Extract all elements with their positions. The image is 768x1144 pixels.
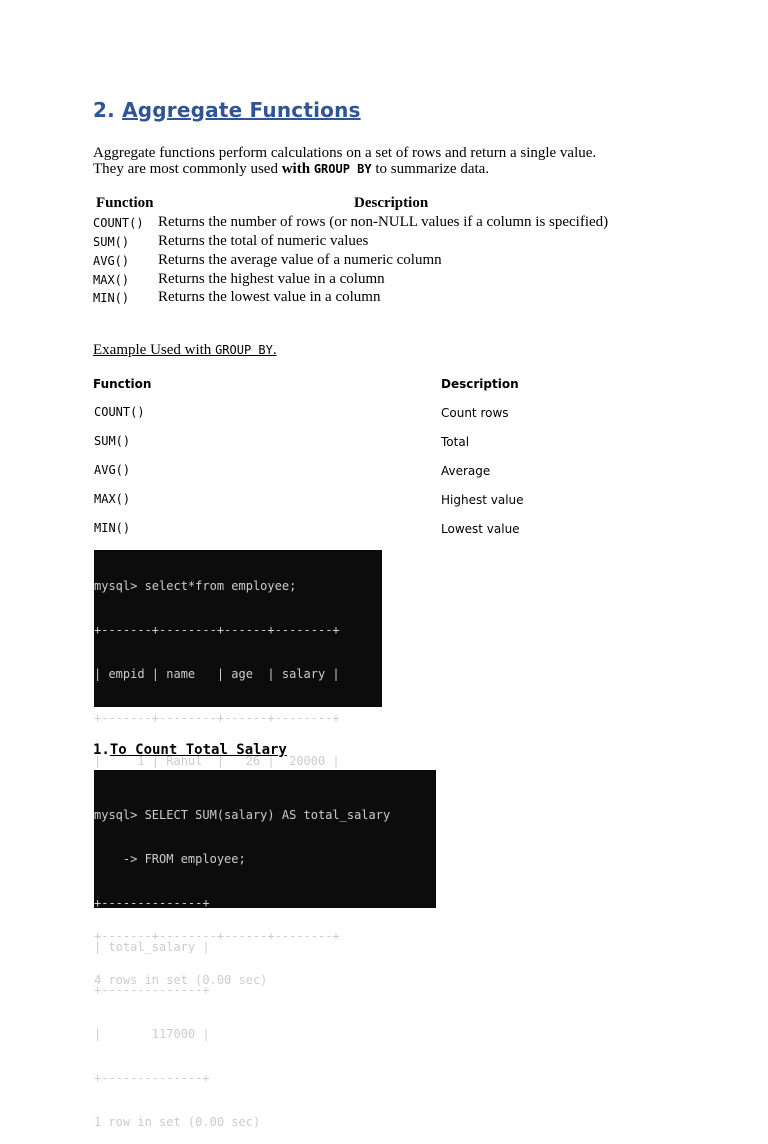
table1-desc: Returns the average value of a numeric column	[158, 252, 442, 268]
terminal-line: +--------------+	[94, 983, 210, 998]
section-heading	[93, 742, 287, 758]
terminal-line: | 117000 |	[94, 1027, 210, 1042]
terminal-line: | empid | name | age | salary |	[94, 666, 340, 681]
table1-desc: Returns the number of rows (or non-NULL values if a column is specified)	[158, 214, 609, 230]
example-post: .	[272, 342, 277, 358]
table1-fn: SUM()	[93, 235, 130, 249]
table1-desc: Returns the highest value in a column	[158, 271, 385, 287]
terminal-line: +--------------+	[94, 895, 210, 910]
intro-line-2-post: to summarize data.	[371, 161, 490, 177]
page-title	[93, 98, 361, 122]
table2-header-function: Function	[93, 377, 152, 391]
table2-desc: Lowest value	[441, 522, 520, 536]
table2-desc: Average	[441, 464, 491, 478]
terminal-line: +--------------+	[94, 1070, 210, 1085]
terminal-line: +-------+--------+------+--------+	[94, 622, 340, 637]
intro-line-2-pre: They are most commonly used	[93, 161, 282, 177]
heading-link[interactable]: Aggregate Functions	[122, 98, 361, 122]
heading-number: 2.	[93, 98, 115, 122]
table2-desc: Count rows	[441, 406, 509, 420]
intro-line-1: Aggregate functions perform calculations on a set of rows and return a single value.	[93, 145, 597, 161]
table1-fn: MAX()	[93, 273, 130, 287]
example-caption	[93, 342, 277, 358]
table1-fn: MIN()	[93, 291, 130, 305]
intro-code-group-by: GROUP BY	[313, 162, 372, 176]
table2-fn: COUNT()	[94, 405, 145, 419]
terminal-line: +-------+--------+------+--------+	[94, 929, 340, 944]
terminal-line: 4 rows in set (0.00 sec)	[94, 973, 268, 988]
table2-fn: SUM()	[94, 434, 131, 448]
intro-line-2-bold: with	[281, 161, 314, 177]
table2-desc: Total	[441, 435, 470, 449]
terminal-line: +-------+--------+------+--------+	[94, 710, 340, 725]
terminal-line: | total_salary |	[94, 939, 210, 954]
terminal-line: mysql> SELECT SUM(salary) AS total_salary	[94, 808, 391, 823]
table2-fn: AVG()	[94, 463, 131, 477]
table2-fn: MAX()	[94, 492, 131, 506]
section-title: To Count Total Salary	[109, 742, 287, 758]
table1-desc: Returns the total of numeric values	[158, 233, 369, 249]
table1-fn: COUNT()	[93, 216, 144, 230]
table2-fn: MIN()	[94, 521, 131, 535]
terminal-line: mysql> select*from employee;	[94, 579, 297, 594]
example-text: Example Used with	[93, 342, 216, 358]
terminal-line: | 1 | Rahul | 26 | 20000 |	[94, 754, 340, 769]
terminal-line: 1 row in set (0.00 sec)	[94, 1114, 261, 1129]
table2-desc: Highest value	[441, 493, 524, 507]
table1-fn: AVG()	[93, 254, 130, 268]
table1-header-description: Description	[354, 195, 429, 211]
table1-desc: Returns the lowest value in a column	[158, 289, 381, 305]
example-code: GROUP BY	[215, 343, 273, 357]
table2-header-description: Description	[441, 377, 519, 391]
table1-header-function: Function	[96, 195, 154, 211]
terminal-line: -> FROM employee;	[94, 851, 246, 866]
intro-line-2	[93, 161, 489, 177]
section-number: 1.	[93, 742, 110, 758]
